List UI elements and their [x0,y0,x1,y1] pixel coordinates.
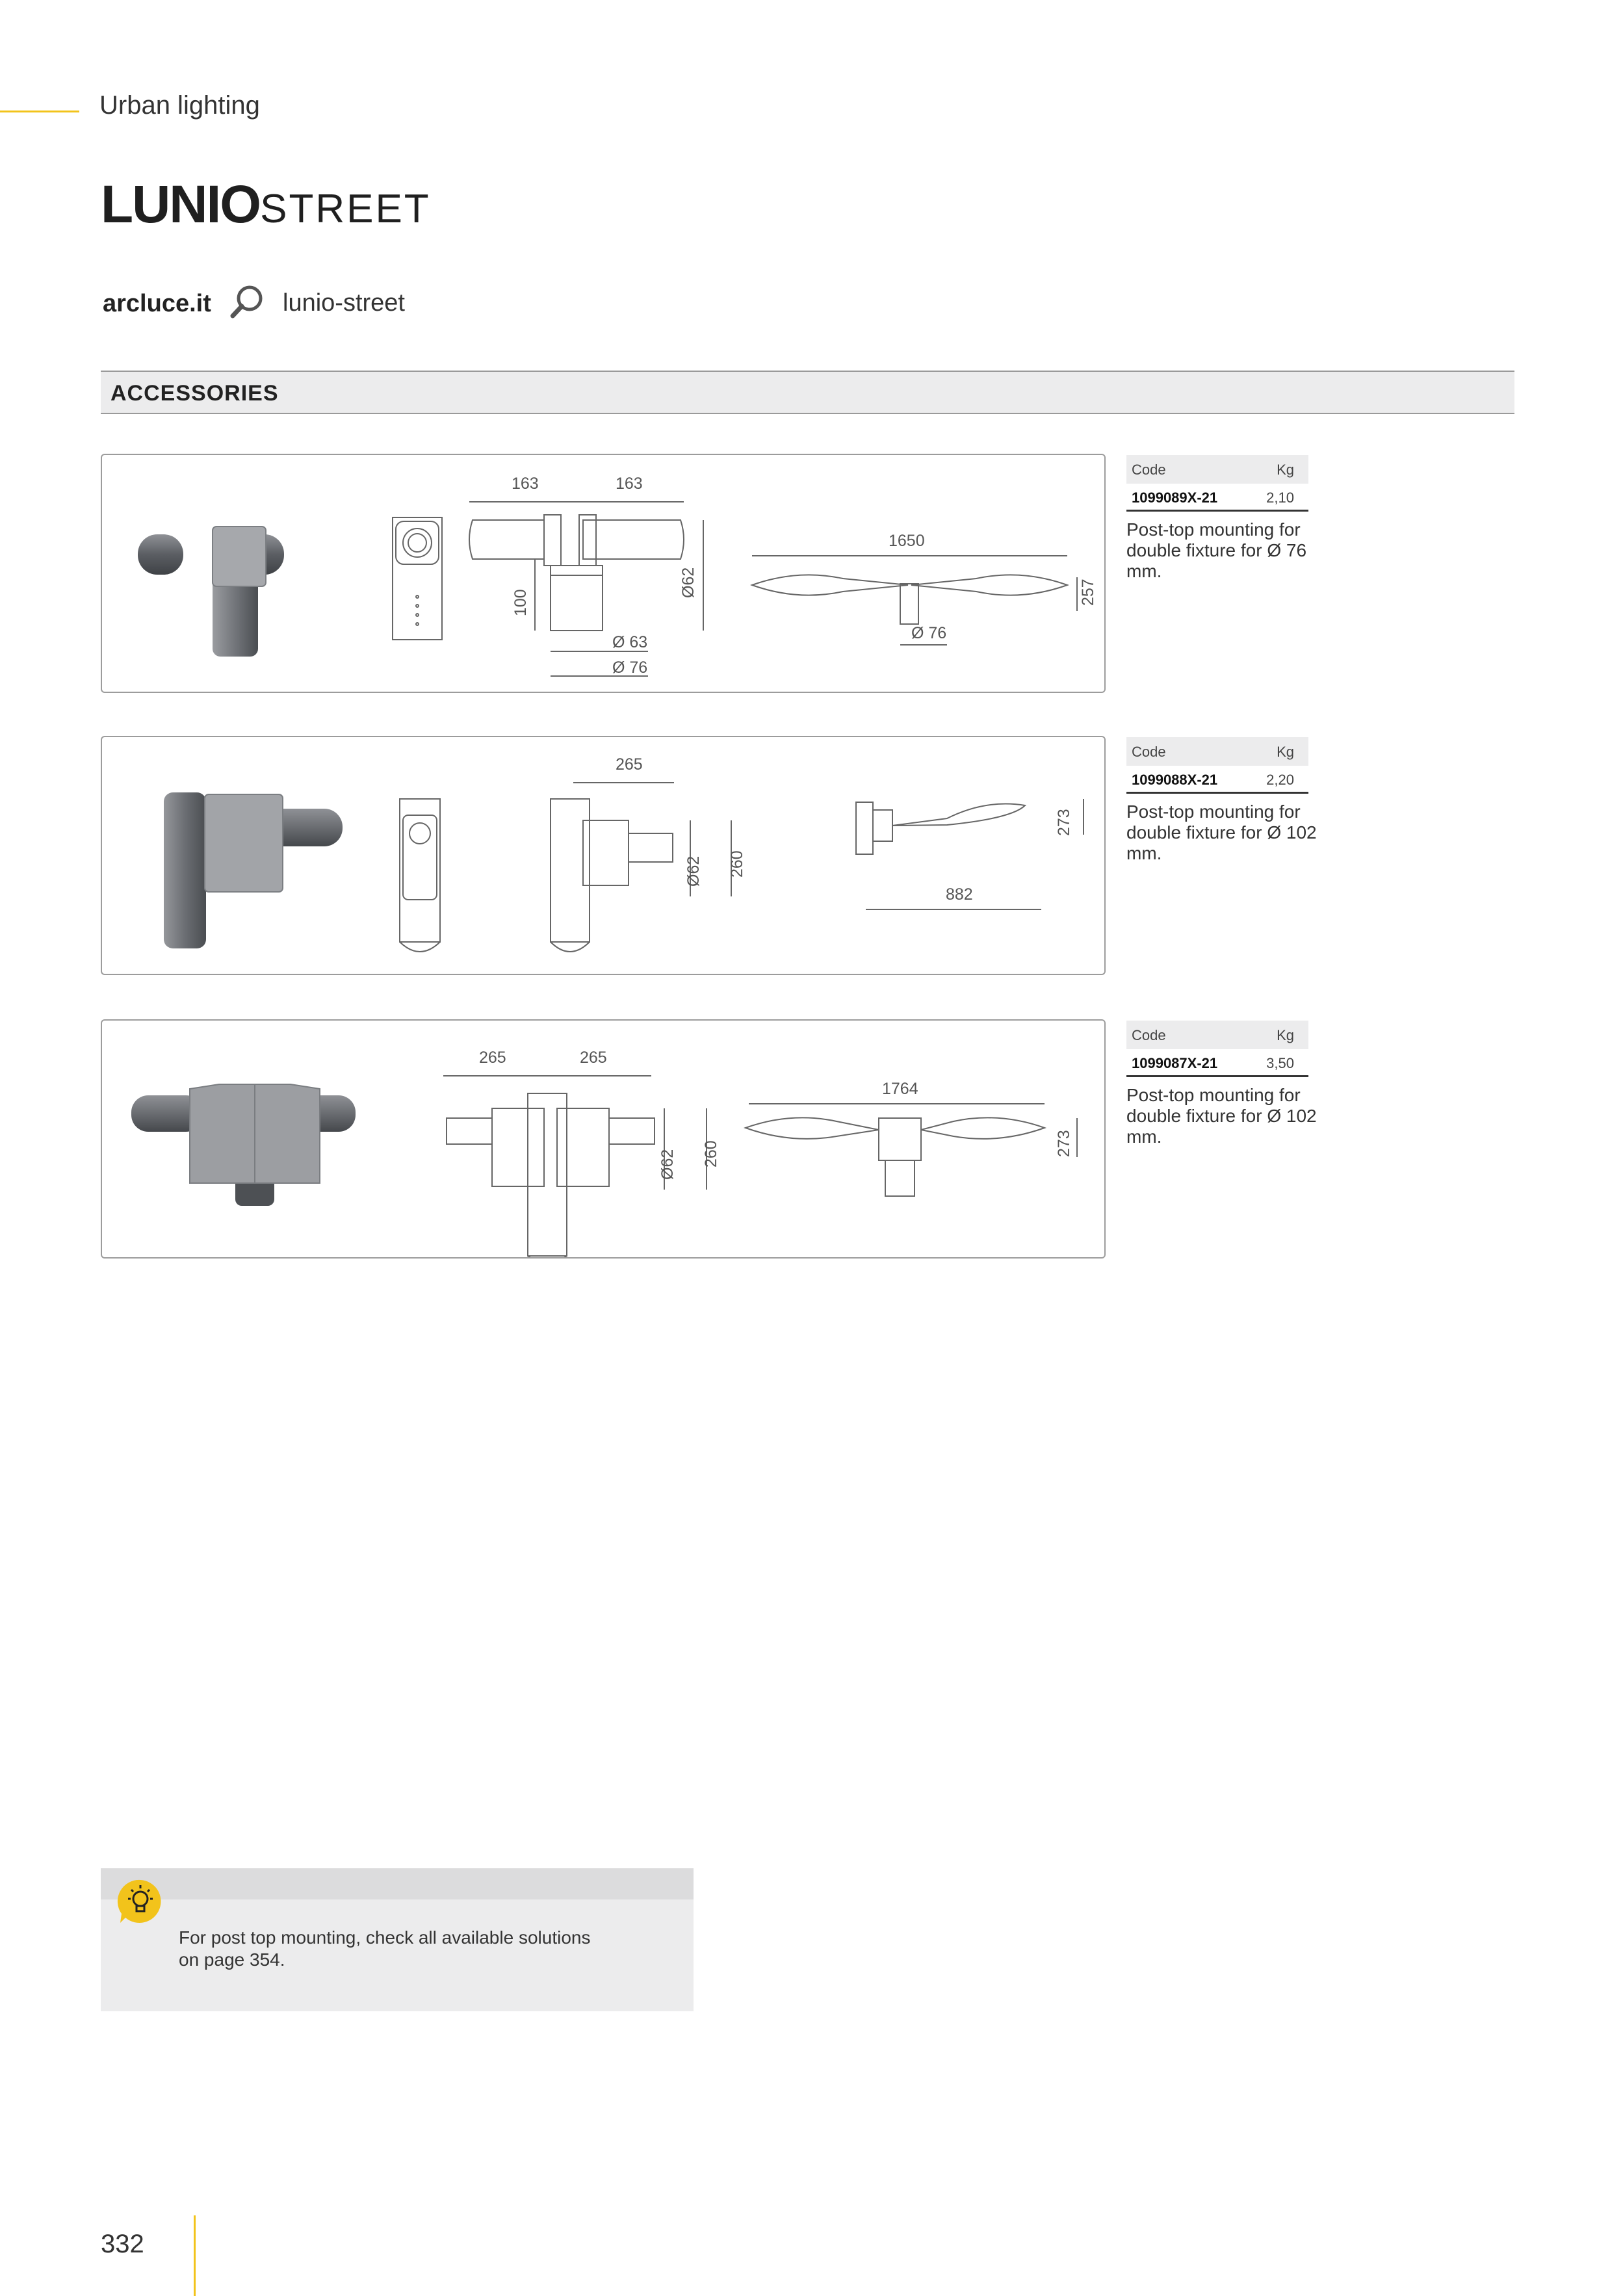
accessory-table-2 [1126,737,1317,864]
dim-height: 100 [512,589,530,616]
code-label: Code [1132,1027,1166,1043]
table-header [1126,455,1308,484]
accessory-drawing-panel-2 [101,736,1106,975]
section-label: Urban lighting [99,91,260,120]
dim-bottom-b: Ø 76 [612,659,648,677]
dim-diameter-a: Ø62 [679,567,697,598]
dim-overall-height: 273 [1055,809,1073,836]
dim-pole: Ø 76 [911,624,947,642]
accessory-description: Post-top mounting for double fixture for Ø 102 mm. [1126,802,1317,863]
accessory-description: Post-top mounting for double fixture for Ø 76 mm. [1126,519,1307,581]
product-weight: 3,50 [1266,1055,1294,1071]
accessory-2-side-view [551,783,731,952]
accessory-1-front-view [393,517,442,640]
page-number: 332 [101,2230,144,2258]
dim-overall-height: 257 [1079,579,1097,606]
accessory-table-1 [1126,455,1308,582]
search-icon[interactable] [229,283,265,320]
note-box [101,1868,694,2011]
site-link[interactable]: arcluce.it [103,290,211,317]
table-row [1126,766,1308,794]
accessory-3-dimensions [479,1049,1073,1180]
code-label: Code [1132,744,1166,760]
kg-label: Kg [1277,462,1294,478]
table-header [1126,737,1308,766]
dim-overall-height: 273 [1055,1130,1073,1157]
accessory-description: Post-top mounting for double fixture for Ø 102 mm. [1126,1085,1317,1147]
product-code: 1099089X-21 [1132,489,1218,506]
dim-height: 260 [728,850,746,878]
note-text: For post top mounting, check all available solutions on page 354. [179,1927,591,1970]
accessories-header [101,371,1514,414]
page-accent-line [194,2215,196,2296]
kg-label: Kg [1277,744,1294,760]
search-keyword[interactable]: lunio-street [283,289,405,317]
accessories-title: ACCESSORIES [110,381,279,406]
accessory-table-3 [1126,1021,1317,1147]
accessory-2-dimensions [616,755,1073,904]
product-weight: 2,20 [1266,772,1294,788]
code-label: Code [1132,462,1166,478]
section-accent-line [0,111,79,112]
table-row [1126,484,1308,512]
dim-diameter: Ø62 [658,1149,677,1180]
accessory-2-front-view [400,799,440,952]
product-weight: 2,10 [1266,489,1294,506]
accessory-drawing-panel-1 [101,454,1106,693]
accessory-2-photo [164,792,343,948]
product-title [101,174,431,235]
accessory-1-drawings [102,455,1104,692]
product-code: 1099088X-21 [1132,772,1218,788]
dim-reach: 882 [946,885,973,904]
dim-width-left: 163 [512,475,539,493]
lightbulb-icon [116,1877,164,1925]
dim-height: 260 [702,1140,720,1168]
product-name-bold: LUNIO [101,175,261,234]
table-header [1126,1021,1308,1049]
dim-bottom-a: Ø 63 [612,633,648,651]
accessory-3-photo [131,1084,356,1206]
dim-width: 265 [616,755,643,774]
accessory-3-drawings [102,1021,1104,1257]
accessory-1-photo [138,527,284,657]
accessory-3-plan-view [746,1104,1077,1196]
accessory-1-side-view [469,502,703,676]
dim-width-right: 265 [580,1049,607,1067]
accessory-2-drawings [102,737,1104,974]
product-code: 1099087X-21 [1132,1055,1218,1071]
accessory-drawing-panel-3 [101,1019,1106,1259]
table-row [1126,1049,1308,1077]
dim-span: 1650 [889,532,925,550]
note-header [101,1868,694,1899]
kg-label: Kg [1277,1027,1294,1043]
product-name-light: STREET [260,187,431,231]
dim-width-left: 265 [479,1049,506,1067]
dim-width-right: 163 [616,475,643,493]
dim-diameter: Ø62 [684,855,703,887]
dim-span: 1764 [882,1080,918,1098]
